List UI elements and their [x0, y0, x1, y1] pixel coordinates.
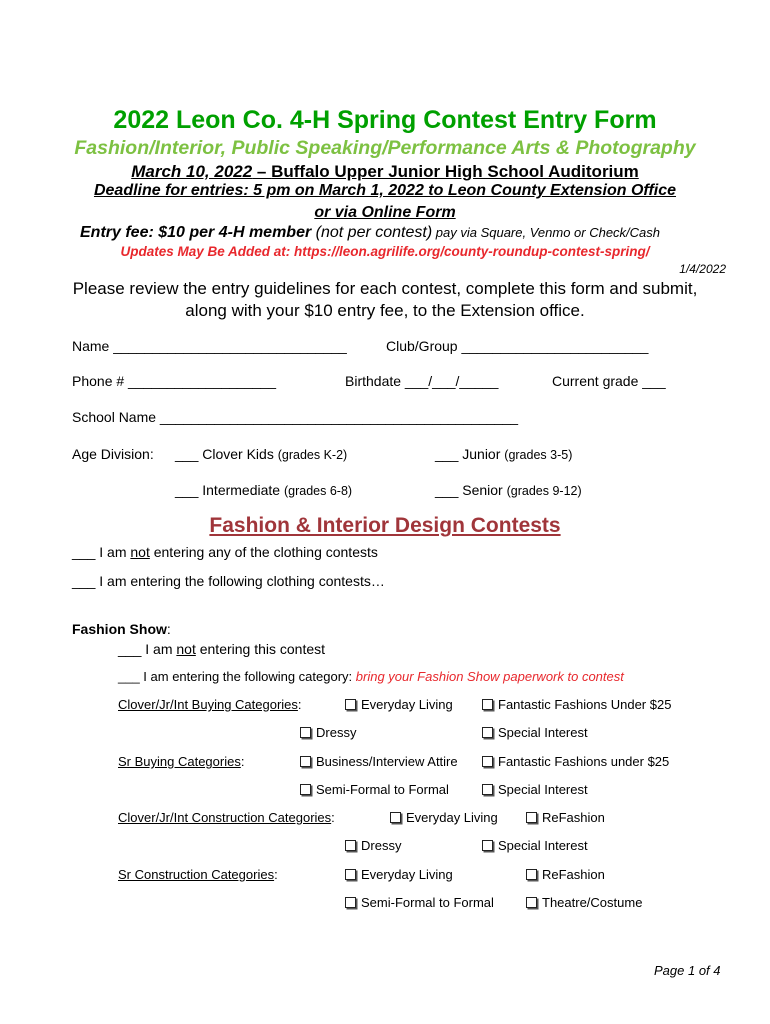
checkbox-icon[interactable] — [345, 869, 356, 880]
entering-clothing[interactable]: ___ I am entering the following clothing contests… — [72, 573, 385, 589]
division-intermediate[interactable]: ___ Intermediate (grades 6-8) — [175, 482, 353, 498]
event-place: Buffalo Upper Junior High School Auditorium — [271, 162, 639, 181]
event-date: March 10, 2022 — [131, 162, 253, 181]
checkbox-icon[interactable] — [300, 727, 311, 738]
option-cj-buying-dressy[interactable]: Dressy — [300, 725, 356, 740]
sr-buying-label: Sr Buying Categories: — [118, 754, 245, 769]
checkbox-icon[interactable] — [482, 756, 493, 767]
deadline-line-1: Deadline for entries: 5 pm on March 1, 2022 to Leon County Extension Office — [93, 182, 677, 199]
cj-construction-label: Clover/Jr/Int Construction Categories: — [118, 810, 335, 825]
revision-date: 1/4/2022 — [679, 262, 726, 276]
division-clover-kids[interactable]: ___ Clover Kids (grades K-2) — [175, 446, 348, 462]
checkbox-icon[interactable] — [526, 897, 537, 908]
checkbox-icon[interactable] — [300, 784, 311, 795]
name-field[interactable]: Name ______________________________ — [72, 338, 347, 354]
form-title: 2022 Leon Co. 4-H Spring Contest Entry Form — [113, 106, 657, 134]
option-cj-construction-special[interactable]: Special Interest — [482, 838, 588, 853]
option-cj-buying-special[interactable]: Special Interest — [482, 725, 588, 740]
checkbox-icon[interactable] — [526, 869, 537, 880]
checkbox-icon[interactable] — [482, 727, 493, 738]
option-sr-buying-semiformal[interactable]: Semi-Formal to Formal — [300, 782, 449, 797]
checkbox-icon[interactable] — [482, 699, 493, 710]
updates-link[interactable]: Updates May Be Added at: https://leon.agrilife.org/county-roundup-contest-spring/ — [120, 244, 650, 259]
birthdate-field[interactable]: Birthdate ___/___/_____ — [345, 373, 499, 389]
checkbox-icon[interactable] — [482, 784, 493, 795]
grade-field[interactable]: Current grade ___ — [552, 373, 666, 389]
option-cj-buying-everyday[interactable]: Everyday Living — [345, 697, 453, 712]
checkbox-icon[interactable] — [345, 897, 356, 908]
checkbox-icon[interactable] — [300, 756, 311, 767]
show-entering[interactable]: ___ I am entering the following category: bring your Fashion Show paperwork to contest — [118, 669, 624, 684]
option-cj-construction-dressy[interactable]: Dressy — [345, 838, 401, 853]
checkbox-icon[interactable] — [345, 699, 356, 710]
option-sr-buying-business[interactable]: Business/Interview Attire — [300, 754, 458, 769]
show-not-entering[interactable]: ___ I am not entering this contest — [118, 641, 326, 657]
checkbox-icon[interactable] — [482, 840, 493, 851]
deadline-line-2[interactable]: or via Online Form — [314, 204, 456, 221]
option-sr-construction-theatre[interactable]: Theatre/Costume — [526, 895, 642, 910]
sr-construction-label: Sr Construction Categories: — [118, 867, 278, 882]
option-cj-buying-fantastic[interactable]: Fantastic Fashions Under $25 — [482, 697, 671, 712]
cj-buying-label: Clover/Jr/Int Buying Categories: — [118, 697, 302, 712]
division-junior[interactable]: ___ Junior (grades 3-5) — [435, 446, 573, 462]
option-cj-construction-refashion[interactable]: ReFashion — [526, 810, 605, 825]
checkbox-icon[interactable] — [390, 812, 401, 823]
option-sr-construction-refashion[interactable]: ReFashion — [526, 867, 605, 882]
option-sr-buying-fantastic[interactable]: Fantastic Fashions under $25 — [482, 754, 669, 769]
division-senior[interactable]: ___ Senior (grades 9-12) — [435, 482, 582, 498]
option-sr-construction-semiformal[interactable]: Semi-Formal to Formal — [345, 895, 494, 910]
event-line: March 10, 2022 – Buffalo Upper Junior High School Auditorium — [131, 162, 639, 181]
option-sr-buying-special[interactable]: Special Interest — [482, 782, 588, 797]
checkbox-icon[interactable] — [345, 840, 356, 851]
paperwork-note: bring your Fashion Show paperwork to contest — [355, 669, 624, 684]
not-entering-clothing[interactable]: ___ I am not entering any of the clothing contests — [72, 544, 378, 560]
page-number: Page 1 of 4 — [654, 963, 721, 978]
option-sr-construction-everyday[interactable]: Everyday Living — [345, 867, 453, 882]
entry-fee-line: Entry fee: $10 per 4-H member (not per contest) pay via Square, Venmo or Check/Cash — [80, 224, 661, 241]
option-cj-construction-everyday[interactable]: Everyday Living — [390, 810, 498, 825]
form-subtitle: Fashion/Interior, Public Speaking/Performance Arts & Photography — [74, 137, 696, 159]
checkbox-icon[interactable] — [526, 812, 537, 823]
fashion-section-title: Fashion & Interior Design Contests — [209, 514, 561, 537]
phone-field[interactable]: Phone # ___________________ — [72, 373, 276, 389]
intro-text: Please review the entry guidelines for each contest, complete this form and submit, along with your $10 entry fee, to the Extension office. — [72, 279, 698, 320]
club-field[interactable]: Club/Group ________________________ — [386, 338, 649, 354]
school-field[interactable]: School Name ______________________________________________ — [72, 409, 519, 425]
fashion-show-label: Fashion Show: — [72, 621, 171, 637]
age-division-label: Age Division: — [72, 446, 154, 462]
